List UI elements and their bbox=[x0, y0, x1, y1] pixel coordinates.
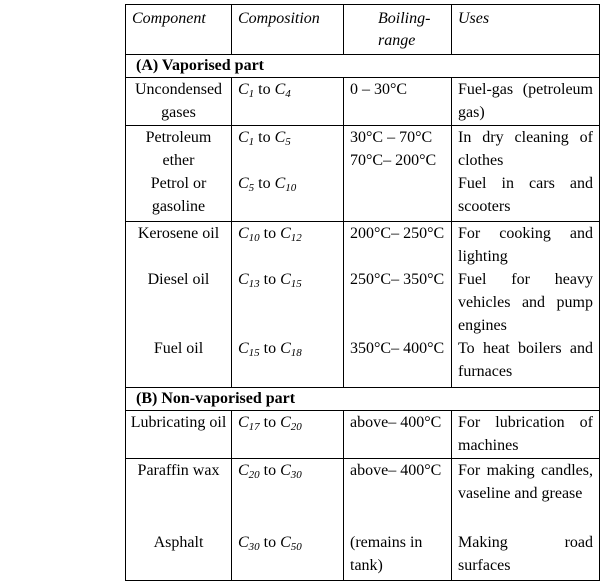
uses-text: Fuel for heavy vehicles and pump engines bbox=[458, 270, 593, 334]
carbon-from: 1 bbox=[248, 88, 255, 100]
component-name: Paraffin wax bbox=[137, 461, 220, 479]
to-word: to bbox=[259, 461, 281, 479]
to-word: to bbox=[254, 175, 275, 193]
carbon-from: 20 bbox=[248, 468, 260, 481]
component-cell bbox=[126, 458, 232, 580]
carbon-symbol: C bbox=[274, 129, 286, 147]
uses-text: In dry cleaning of clothes bbox=[458, 129, 593, 170]
composition-cell bbox=[232, 221, 344, 387]
to-word: to bbox=[259, 413, 281, 431]
carbon-from: 30 bbox=[248, 540, 260, 553]
component-name: Asphalt bbox=[153, 533, 204, 551]
composition-cell bbox=[232, 410, 344, 458]
carbon-symbol: C bbox=[280, 224, 291, 242]
component-name: Fuel oil bbox=[153, 339, 204, 357]
boiling-range-value: 200°C– 250°C bbox=[350, 224, 445, 242]
carbon-symbol: C bbox=[238, 224, 249, 242]
component-cell bbox=[126, 78, 232, 126]
to-word: to bbox=[259, 533, 281, 551]
carbon-to: 4 bbox=[285, 88, 291, 100]
table-row bbox=[126, 126, 600, 221]
carbon-symbol: C bbox=[274, 175, 286, 193]
boiling-range-value: above– 400°C bbox=[350, 413, 442, 431]
boiling-cell bbox=[344, 221, 452, 387]
boiling-range-value: above– 400°C bbox=[350, 461, 442, 479]
header-uses: Uses bbox=[452, 5, 600, 55]
section-title-non-vaporised: (B) Non-vaporised part bbox=[126, 387, 600, 410]
section-title-vaporised: (A) Vaporised part bbox=[126, 55, 600, 78]
component-cell bbox=[126, 126, 232, 221]
carbon-from: 1 bbox=[248, 136, 255, 149]
to-word: to bbox=[259, 339, 281, 357]
carbon-from: 13 bbox=[248, 277, 260, 290]
uses-cell bbox=[452, 126, 600, 221]
carbon-symbol: C bbox=[280, 413, 291, 431]
carbon-to: 30 bbox=[290, 468, 302, 481]
carbon-to: 5 bbox=[285, 136, 291, 149]
uses-text: For making candles, vaseline and grease bbox=[458, 461, 593, 502]
table-row bbox=[126, 221, 600, 387]
carbon-to: 10 bbox=[285, 182, 297, 195]
carbon-to: 15 bbox=[290, 277, 302, 290]
component-name: Petroleum ether bbox=[145, 129, 212, 170]
header-composition: Composition bbox=[232, 5, 344, 55]
boiling-range-value: 30°C – 70°C bbox=[350, 129, 433, 147]
component-cell bbox=[126, 221, 232, 387]
carbon-from: 17 bbox=[248, 420, 260, 433]
composition-cell bbox=[232, 78, 344, 126]
carbon-symbol: C bbox=[238, 413, 249, 431]
boiling-cell bbox=[344, 410, 452, 458]
to-word: to bbox=[254, 129, 275, 147]
table-row bbox=[126, 410, 600, 458]
uses-text: For cooking and lighting bbox=[458, 224, 593, 265]
to-word: to bbox=[259, 224, 281, 242]
carbon-symbol: C bbox=[238, 175, 249, 193]
uses-text: For lubrication of machines bbox=[458, 413, 593, 454]
section-row-non-vaporised bbox=[126, 387, 600, 410]
component-cell bbox=[126, 410, 232, 458]
component-name: Kerosene oil bbox=[137, 224, 220, 242]
carbon-symbol: C bbox=[238, 533, 249, 551]
boiling-cell bbox=[344, 78, 452, 126]
uses-text: Making road surfaces bbox=[458, 533, 593, 574]
uses-cell bbox=[452, 78, 600, 126]
petroleum-fractions-table bbox=[125, 4, 600, 581]
boiling-range-value: 0 – 30°C bbox=[350, 81, 408, 98]
carbon-to: 12 bbox=[290, 231, 302, 244]
carbon-to: 18 bbox=[290, 346, 302, 359]
carbon-from: 15 bbox=[248, 346, 260, 359]
header-component: Component bbox=[126, 5, 232, 55]
component-name: Diesel oil bbox=[147, 270, 210, 288]
header-row bbox=[126, 5, 600, 55]
carbon-symbol: C bbox=[280, 270, 291, 288]
uses-text: Fuel in cars and scooters bbox=[458, 175, 593, 216]
uses-text: To heat boilers and furnaces bbox=[458, 339, 593, 380]
carbon-to: 50 bbox=[290, 540, 302, 553]
boiling-range-value: 350°C– 400°C bbox=[350, 339, 445, 357]
to-word: to bbox=[259, 270, 281, 288]
uses-text: Fuel-gas (petroleum gas) bbox=[458, 81, 593, 121]
carbon-symbol: C bbox=[238, 129, 249, 147]
uses-cell bbox=[452, 410, 600, 458]
to-word: to bbox=[254, 81, 275, 98]
carbon-from: 10 bbox=[248, 231, 260, 244]
table-row bbox=[126, 78, 600, 126]
composition-cell bbox=[232, 126, 344, 221]
section-row-vaporised bbox=[126, 55, 600, 78]
uses-cell bbox=[452, 458, 600, 580]
component-name: Uncondensed gases bbox=[134, 81, 223, 121]
carbon-symbol: C bbox=[238, 339, 249, 357]
header-boiling-range: Boiling-range bbox=[344, 5, 452, 55]
boiling-cell bbox=[344, 458, 452, 580]
boiling-range-value: 70°C– 200°C bbox=[350, 152, 437, 170]
boiling-range-value: 250°C– 350°C bbox=[350, 270, 445, 288]
boiling-cell bbox=[344, 126, 452, 221]
uses-cell bbox=[452, 221, 600, 387]
component-name: Petrol or gasoline bbox=[150, 175, 207, 216]
table-row bbox=[126, 458, 600, 580]
carbon-symbol: C bbox=[238, 81, 249, 98]
carbon-to: 20 bbox=[290, 420, 302, 433]
carbon-symbol: C bbox=[238, 270, 249, 288]
carbon-symbol: C bbox=[280, 461, 291, 479]
carbon-symbol: C bbox=[280, 339, 291, 357]
boiling-range-value: (remains in tank) bbox=[350, 533, 423, 574]
carbon-symbol: C bbox=[280, 533, 291, 551]
carbon-symbol: C bbox=[238, 461, 249, 479]
composition-cell bbox=[232, 458, 344, 580]
carbon-symbol: C bbox=[274, 81, 286, 98]
carbon-from: 5 bbox=[248, 182, 255, 195]
component-name: Lubricating oil bbox=[130, 413, 227, 431]
